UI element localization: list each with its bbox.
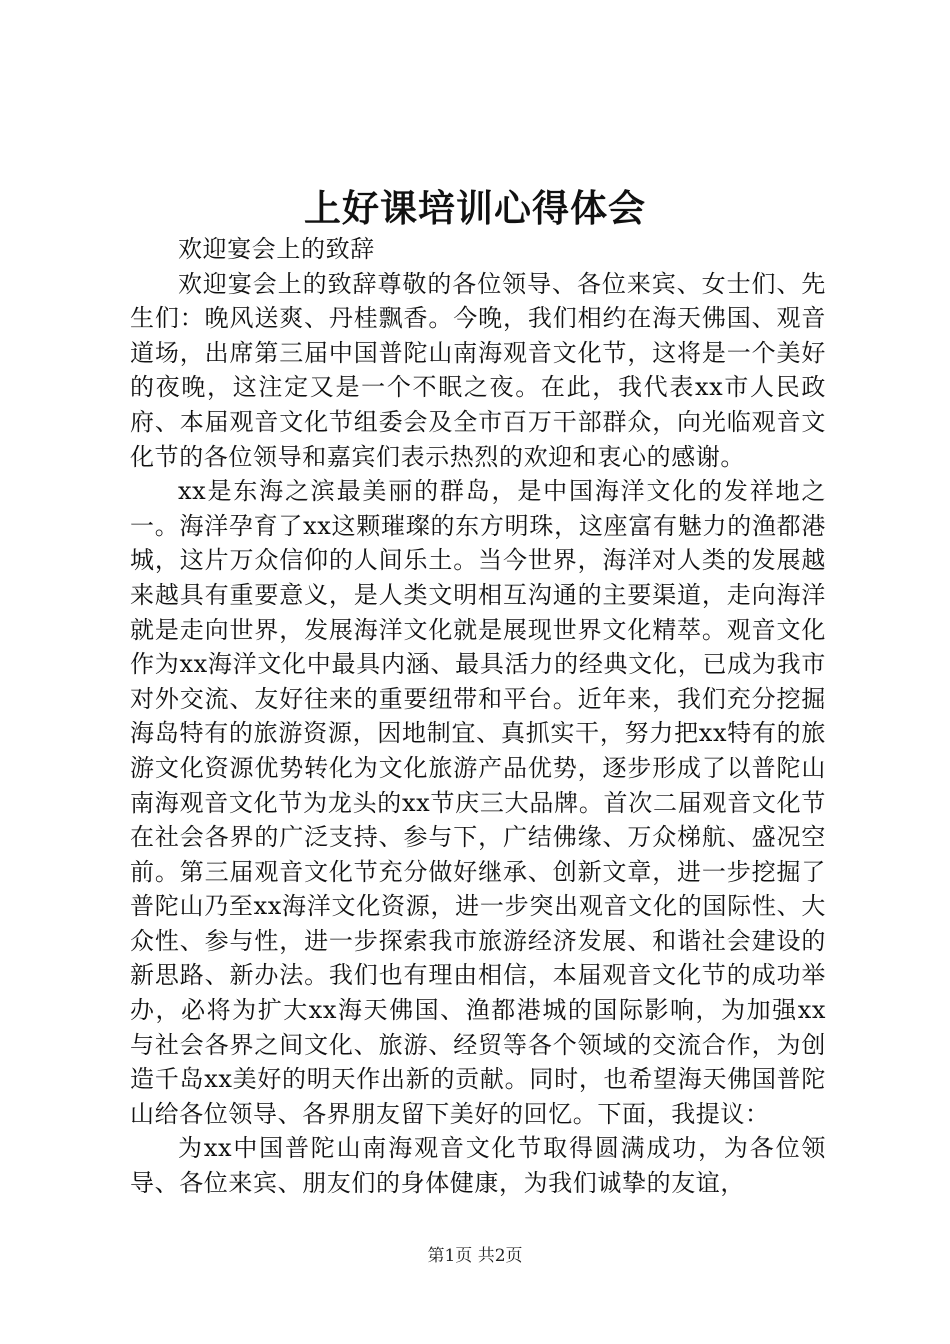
paragraph-heading: 欢迎宴会上的致辞 [178, 235, 375, 263]
paragraph-greeting: 欢迎宴会上的致辞尊敬的各位领导、各位来宾、女士们、先生们：晚风送爽、丹桂飘香。今晚，我们相约在海天佛国、观音道场，出席第三届中国普陀山南海观音文化节，这将是一个美好的夜晚，这注定又是一个不眠之夜。在此，我代表xx市人民政府、本届观音文化节组委会及全市百万干部群众，向光临观音文化节的各位领导和嘉宾们表示热烈的欢迎和衷心的感谢。 [130, 269, 826, 471]
document-title: 上好课培训心得体会 [304, 186, 646, 230]
page-footer: 第1页 共2页 [427, 1246, 523, 1266]
paragraph-main: xx是东海之滨最美丽的群岛，是中国海洋文化的发祥地之一。海洋孕育了xx这颗璀璨的东方明珠，这座富有魅力的渔都港城，这片万众信仰的人间乐土。当今世界，海洋对人类的发展越来越具有重要意义，是人类文明相互沟通的主要渠道，走向海洋就是走向世界，发展海洋文化就是展现世界文化精萃。观音文化作为xx海洋文化中最具内涵、最具活力的经典文化，已成为我市对外交流、友好往来的重要纽带和平台。近年来，我们充分挖掘海岛特有的旅游资源，因地制宜、真抓实干，努力把xx特有的旅游文化资源优势转化为文化旅游产品优势，逐步形成了以普陀山南海观音文化节为龙头的xx节庆三大品牌。首次二届观音文化节在社会各界的广泛支持、参与下，广结佛缘、万众梯航、盛况空前。第三届观音文化节充分做好继承、创新文章，进一步挖掘了普陀山乃至xx海洋文化资源，进一步突出观音文化的国际性、大众性、参与性，进一步探索我市旅游经济发展、和谐社会建设的新思路、新办法。我们也有理由相信，本届观音文化节的成功举办，必将为扩大xx海天佛国、渔都港城的国际影响，为加强xx与社会各界之间文化、旅游、经贸等各个领域的交流合作，为创造千岛xx美好的明天作出新的贡献。同时，也希望海天佛国普陀山给各位领导、各界朋友留下美好的回忆。下面，我提议： [130, 477, 826, 1128]
document-body [130, 232, 826, 1201]
paragraph-toast: 为xx中国普陀山南海观音文化节取得圆满成功，为各位领导、各位来宾、朋友们的身体健康，为我们诚挚的友谊， [130, 1134, 826, 1198]
